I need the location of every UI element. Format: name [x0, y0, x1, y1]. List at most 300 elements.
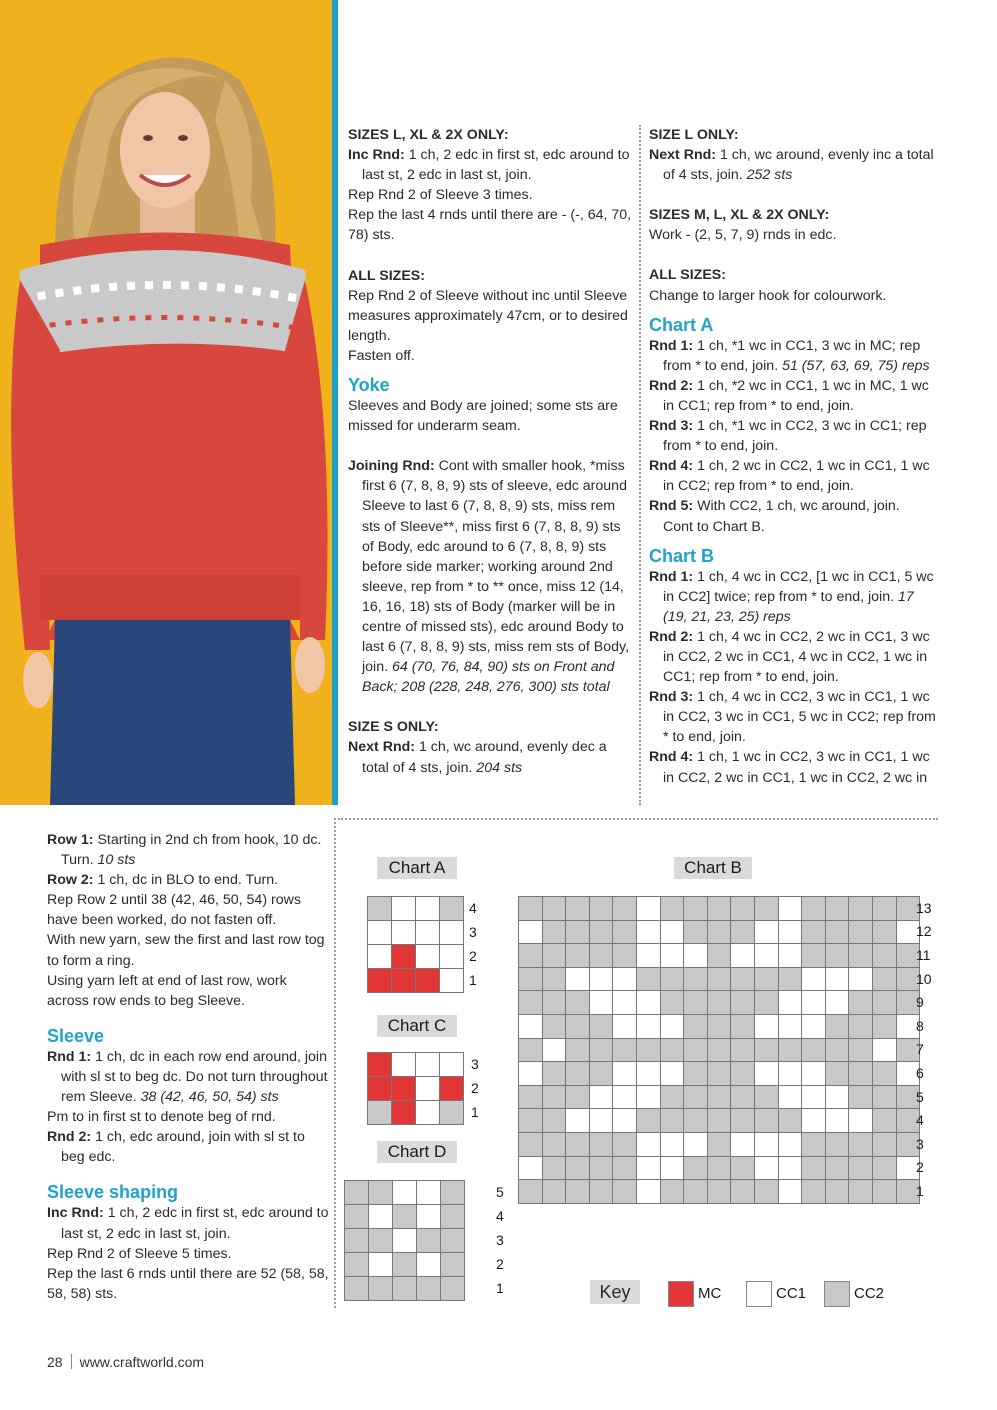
chart-cell-cc2 [708, 1039, 731, 1062]
chart-cell-cc2 [708, 1133, 731, 1156]
chart-cell-cc2 [543, 1109, 566, 1132]
chart-cell-cc2 [755, 968, 778, 991]
chart-row-number: 8 [916, 1017, 924, 1034]
rnd-label: Rnd 1: [649, 568, 694, 585]
chart-cell-cc2 [731, 968, 754, 991]
chart-row-number: 10 [916, 970, 932, 987]
chart-cell-cc1 [637, 1086, 660, 1109]
chart-cell-cc2 [543, 1133, 566, 1156]
chart-cell-cc2 [661, 897, 684, 920]
chart-b-grid [518, 896, 920, 1204]
chart-cell-cc1 [661, 1015, 684, 1038]
column-divider [639, 125, 641, 805]
chart-cell-cc1 [566, 1109, 589, 1132]
chart-cell-cc1 [519, 1062, 542, 1085]
chart-cell-cc1 [637, 1157, 660, 1180]
chart-cell-cc2 [849, 991, 872, 1014]
chart-b-rnd4 [649, 747, 939, 787]
chart-cell-cc2 [566, 1086, 589, 1109]
chart-cell-cc1 [755, 1062, 778, 1085]
sleeve-shaping-heading: Sleeve shaping [47, 1182, 179, 1203]
chart-cell-cc2 [684, 921, 707, 944]
chart-cell-cc1 [369, 1205, 392, 1228]
chart-cell-cc2 [393, 1253, 416, 1276]
chart-row-number: 3 [916, 1135, 924, 1152]
model-illustration [0, 0, 338, 805]
chart-cell-cc2 [684, 991, 707, 1014]
chart-cell-cc2 [566, 991, 589, 1014]
chart-cell-cc2 [613, 1039, 636, 1062]
joining-rnd-count: 64 (70, 76, 84, 90) sts on Front and Back; 208 (228, 248, 276, 300) sts total [362, 659, 615, 696]
rnd-count: 17 (19, 21, 23, 25) reps [663, 588, 914, 625]
chart-cell-cc2 [613, 1157, 636, 1180]
chart-b-rnd3 [649, 687, 939, 747]
chart-a-rnd1 [649, 336, 939, 376]
chart-cell-cc2 [590, 1039, 613, 1062]
chart-cell-cc1 [417, 1181, 440, 1204]
sizes-m-para: Work - (2, 5, 7, 9) rnds in edc. [649, 227, 837, 244]
rep-last4-para: Rep the last 4 rnds until there are - (-, 64, 70, 78) sts. [348, 207, 632, 244]
row-text: Starting in 2nd ch from hook, 10 dc. Turn. [61, 832, 322, 869]
chart-cell-cc2 [543, 1015, 566, 1038]
chart-cell-cc2 [543, 1086, 566, 1109]
chart-cell-cc1 [802, 1109, 825, 1132]
chart-cell-cc1 [802, 968, 825, 991]
chart-cell-mc [416, 969, 439, 992]
chart-cell-mc [392, 945, 415, 968]
chart-cell-cc1 [392, 1053, 415, 1076]
chart-a-label: Chart A [377, 857, 457, 879]
chart-cell-cc1 [613, 1109, 636, 1132]
chart-cell-cc2 [873, 897, 896, 920]
chart-cell-cc2 [441, 1181, 464, 1204]
chart-cell-cc1 [779, 1086, 802, 1109]
chart-cell-cc2 [755, 1086, 778, 1109]
chart-cell-cc1 [779, 1062, 802, 1085]
chart-cell-cc2 [543, 968, 566, 991]
chart-cell-cc2 [826, 1015, 849, 1038]
chart-cell-cc2 [849, 1039, 872, 1062]
model-photo [0, 0, 338, 805]
chart-d-label: Chart D [377, 1141, 457, 1163]
chart-row-number: 9 [916, 994, 924, 1011]
chart-cell-cc2 [873, 1015, 896, 1038]
chart-cell-cc2 [661, 991, 684, 1014]
chart-cell-cc1 [849, 1109, 872, 1132]
chart-cell-cc1 [873, 1039, 896, 1062]
chart-cell-cc2 [519, 944, 542, 967]
chart-cell-cc2 [637, 968, 660, 991]
chart-cell-cc2 [369, 1277, 392, 1300]
chart-cell-cc1 [590, 991, 613, 1014]
next-rnd-para [348, 737, 633, 777]
chart-cell-cc2 [731, 1039, 754, 1062]
chart-cell-cc2 [802, 1039, 825, 1062]
page-number: 28 [47, 1354, 63, 1370]
chart-cell-cc1 [613, 991, 636, 1014]
chart-cell-cc1 [417, 1205, 440, 1228]
chart-cell-cc1 [416, 921, 439, 944]
chart-row-number: 2 [916, 1159, 924, 1176]
footer-url[interactable]: www.craftworld.com [79, 1354, 205, 1370]
chart-cell-cc2 [345, 1181, 368, 1204]
chart-cell-cc2 [708, 897, 731, 920]
chart-b-rnd2 [649, 627, 939, 687]
chart-cell-cc1 [779, 1015, 802, 1038]
chart-cell-cc1 [440, 921, 463, 944]
chart-cell-cc1 [802, 1015, 825, 1038]
chart-cell-cc1 [566, 968, 589, 991]
chart-cell-cc2 [802, 897, 825, 920]
key-mc-swatch [668, 1281, 694, 1307]
chart-cell-cc2 [417, 1229, 440, 1252]
chart-cell-cc2 [566, 1157, 589, 1180]
row2-para [47, 870, 329, 890]
chart-cell-cc1 [637, 944, 660, 967]
rnd-label: Rnd 1: [649, 337, 694, 354]
chart-cell-cc2 [708, 991, 731, 1014]
chart-cell-cc2 [590, 921, 613, 944]
chart-cell-cc1 [590, 1109, 613, 1132]
chart-cell-cc1 [779, 1157, 802, 1180]
chart-cell-cc2 [779, 1039, 802, 1062]
size-l-next-label: Next Rnd: [649, 147, 716, 164]
chart-cell-cc2 [731, 921, 754, 944]
chart-cell-cc2 [566, 897, 589, 920]
chart-cell-cc1 [779, 991, 802, 1014]
chart-cell-cc2 [684, 1015, 707, 1038]
chart-cell-cc1 [802, 1086, 825, 1109]
chart-row-number: 4 [496, 1208, 504, 1224]
chart-cell-cc2 [441, 1205, 464, 1228]
chart-cell-cc1 [519, 1157, 542, 1180]
chart-cell-cc1 [613, 1015, 636, 1038]
chart-c-grid [367, 1052, 464, 1125]
chart-cell-cc2 [755, 897, 778, 920]
chart-cell-cc2 [637, 1109, 660, 1132]
chart-cell-mc [392, 1101, 415, 1124]
chart-row-number: 5 [496, 1184, 504, 1200]
sleeve-heading: Sleeve [47, 1025, 105, 1046]
chart-cell-cc2 [519, 1180, 542, 1203]
size-l-next-count: 252 sts [746, 167, 793, 184]
chart-cell-cc2 [779, 1109, 802, 1132]
chart-cell-cc2 [708, 1109, 731, 1132]
rnd-label: Rnd 1: [47, 1048, 92, 1065]
chart-row-number: 1 [496, 1280, 504, 1296]
chart-cell-cc1 [613, 968, 636, 991]
chart-cell-cc2 [613, 944, 636, 967]
rnd-label: Rnd 4: [649, 749, 694, 766]
chart-cell-cc1 [779, 921, 802, 944]
all-sizes-para-right: Change to larger hook for colourwork. [649, 287, 887, 304]
chart-cell-cc2 [731, 991, 754, 1014]
chart-cell-cc2 [826, 897, 849, 920]
chart-cell-cc2 [708, 1015, 731, 1038]
chart-cell-cc2 [590, 897, 613, 920]
rnd-label: Rnd 2: [649, 628, 694, 645]
chart-c-label: Chart C [377, 1015, 457, 1037]
chart-cell-cc2 [873, 1157, 896, 1180]
chart-cell-cc2 [684, 1109, 707, 1132]
chart-cell-cc2 [368, 897, 391, 920]
chart-cell-cc1 [779, 944, 802, 967]
chart-cell-cc2 [873, 1180, 896, 1203]
chart-cell-cc1 [440, 969, 463, 992]
chart-cell-cc2 [731, 1086, 754, 1109]
chart-cell-cc2 [369, 1181, 392, 1204]
rnd-text: 1 ch, edc around, join with sl st to beg edc. [61, 1129, 305, 1166]
chart-cell-cc1 [519, 1015, 542, 1038]
photo-edge-strip [332, 0, 338, 805]
rep-row2-para: Rep Row 2 until 38 (42, 46, 50, 54) rows have been worked, do not fasten off. [47, 892, 301, 929]
chart-cell-cc2 [590, 1062, 613, 1085]
chart-cell-cc2 [802, 944, 825, 967]
rnd-text: With CC2, 1 ch, wc around, join. [693, 498, 900, 515]
size-l-next-para [649, 145, 939, 185]
left-column-divider [334, 818, 336, 1308]
chart-cell-mc [368, 1077, 391, 1100]
sleeve-rnd1 [47, 1047, 329, 1107]
key-title: Key [590, 1280, 640, 1304]
chart-cell-cc1 [661, 944, 684, 967]
chart-cell-cc2 [519, 1086, 542, 1109]
chart-cell-cc2 [755, 1180, 778, 1203]
chart-cell-cc2 [543, 944, 566, 967]
chart-cell-cc2 [590, 944, 613, 967]
chart-cell-cc2 [684, 1157, 707, 1180]
chart-cell-cc2 [849, 1157, 872, 1180]
chart-a-rnd3 [649, 416, 939, 456]
column-left [47, 830, 329, 1304]
chart-cell-cc2 [708, 921, 731, 944]
chart-cell-cc1 [416, 1053, 439, 1076]
chart-cell-cc2 [684, 1062, 707, 1085]
chart-row-number: 2 [496, 1256, 504, 1272]
next-rnd-count: 204 sts [476, 759, 523, 776]
chart-cell-cc2 [849, 1062, 872, 1085]
key-cc1-label: CC1 [776, 1285, 807, 1302]
chart-cell-cc2 [684, 968, 707, 991]
chart-cell-cc2 [661, 1180, 684, 1203]
chart-cell-cc1 [393, 1181, 416, 1204]
chart-cell-cc2 [345, 1205, 368, 1228]
rnd-label: Inc Rnd: [47, 1205, 104, 1222]
chart-cell-cc1 [755, 921, 778, 944]
key-cc2-swatch [824, 1281, 850, 1307]
row-count: 10 sts [97, 852, 136, 869]
chart-cell-cc1 [440, 945, 463, 968]
chart-cell-cc1 [779, 1133, 802, 1156]
chart-row-number: 6 [916, 1065, 924, 1081]
rnd-text: 1 ch, *1 wc in CC2, 3 wc in CC1; rep from * to end, join. [663, 418, 927, 455]
chart-cell-cc2 [755, 1039, 778, 1062]
chart-row-number: 1 [471, 1104, 479, 1120]
chart-cell-mc [392, 1077, 415, 1100]
chart-cell-cc2 [441, 1253, 464, 1276]
chart-cell-cc2 [755, 991, 778, 1014]
chart-cell-cc2 [873, 968, 896, 991]
chart-cell-cc1 [440, 1053, 463, 1076]
rnd-text: 1 ch, 4 wc in CC2, [1 wc in CC1, 5 wc in CC2] twice; rep from * to end, join. [663, 568, 934, 605]
next-rnd-label: Next Rnd: [348, 739, 415, 756]
chart-cell-cc2 [708, 1062, 731, 1085]
chart-cell-cc2 [826, 1062, 849, 1085]
rnd-label: Rnd 3: [649, 418, 694, 435]
chart-cell-cc1 [369, 1253, 392, 1276]
joining-rnd-text: Cont with smaller hook, *miss first 6 (7, 8, 8, 9) sts of sleeve, edc around Sleeve to last 6 (7, 8, 8, 9) sts, miss rem sts of Sleeve**, miss first 6 (7, 8, 8, 9) sts of Body, edc around to 6 (7, 8, 8, 9) sts before side marker; working around 2nd sleeve, rep from * to ** once, miss 12 (14, 16, 16, 18) sts of Body (marker will be in centre of missed sts), edc around Body to last 6 (7, 8, 8, 9) sts, miss rem sts of Body, join. [362, 458, 630, 676]
chart-cell-cc1 [637, 921, 660, 944]
inc-rnd-label: Inc Rnd: [348, 147, 405, 164]
chart-cell-cc2 [345, 1229, 368, 1252]
chart-cell-cc1 [637, 1133, 660, 1156]
chart-b-rnd1 [649, 567, 939, 627]
next-rnd-text: 1 ch, wc around, evenly dec a total of 4 sts, join. [362, 739, 607, 776]
chart-cell-cc1 [416, 897, 439, 920]
chart-cell-cc2 [543, 897, 566, 920]
chart-cell-cc1 [637, 1180, 660, 1203]
rnd-text: 1 ch, 4 wc in CC2, 3 wc in CC1, 1 wc in CC2, 3 wc in CC1, 5 wc in CC2; rep from * to end, join. [663, 689, 936, 746]
chart-a-rnd2 [649, 376, 939, 416]
chart-cell-cc2 [802, 1133, 825, 1156]
rep-rnd2-para: Rep Rnd 2 of Sleeve 3 times. [348, 187, 533, 204]
chart-cell-cc2 [849, 1086, 872, 1109]
chart-cell-cc2 [849, 1133, 872, 1156]
chart-cell-cc1 [368, 945, 391, 968]
chart-cell-cc1 [519, 921, 542, 944]
chart-cell-cc1 [755, 1015, 778, 1038]
chart-cell-cc1 [637, 1062, 660, 1085]
chart-cell-cc1 [684, 944, 707, 967]
sew-para: With new yarn, sew the first and last row tog to form a ring. [47, 932, 325, 969]
chart-cell-cc2 [731, 1180, 754, 1203]
chart-cell-cc1 [661, 1133, 684, 1156]
all-sizes-para: Rep Rnd 2 of Sleeve without inc until Sleeve measures approximately 47cm, or to desired length. [348, 287, 628, 344]
chart-cell-cc2 [393, 1205, 416, 1228]
chart-cell-cc2 [613, 921, 636, 944]
chart-cell-cc1 [416, 1101, 439, 1124]
rnd-label: Rnd 2: [649, 377, 694, 394]
shaping-inc-rnd [47, 1203, 329, 1243]
chart-d-grid [344, 1180, 465, 1301]
inc-rnd-text: 1 ch, 2 edc in first st, edc around to last st, 2 edc in last st, join. [362, 147, 630, 184]
size-l-next-text: 1 ch, wc around, evenly inc a total of 4 sts, join. [663, 147, 934, 184]
chart-cell-cc2 [590, 1133, 613, 1156]
chart-cell-cc2 [731, 897, 754, 920]
chart-cell-cc2 [708, 1086, 731, 1109]
chart-cell-cc1 [826, 1086, 849, 1109]
sleeve-rnd2 [47, 1127, 329, 1167]
all-sizes-heading-right: ALL SIZES: [649, 267, 726, 284]
size-l-heading: SIZE L ONLY: [649, 127, 739, 143]
key-cc2-label: CC2 [854, 1285, 885, 1302]
chart-cell-cc2 [802, 921, 825, 944]
joining-rnd-label: Joining Rnd: [348, 458, 435, 475]
chart-cell-cc2 [345, 1253, 368, 1276]
chart-cell-cc2 [590, 1157, 613, 1180]
chart-cell-cc2 [849, 1015, 872, 1038]
chart-cell-cc2 [826, 1157, 849, 1180]
chart-cell-cc2 [590, 1015, 613, 1038]
chart-cell-cc2 [708, 1157, 731, 1180]
chart-row-number: 4 [916, 1112, 924, 1129]
chart-cell-cc2 [369, 1229, 392, 1252]
chart-cell-cc1 [755, 944, 778, 967]
rnd-text: 1 ch, 2 wc in CC2, 1 wc in CC1, 1 wc in CC2; rep from * to end, join. [663, 458, 930, 495]
chart-row-number: 3 [469, 924, 477, 940]
chart-cell-cc2 [566, 1133, 589, 1156]
chart-cell-cc2 [873, 1133, 896, 1156]
chart-cell-cc1 [661, 1157, 684, 1180]
chart-cell-cc1 [779, 1180, 802, 1203]
chart-cell-cc2 [543, 1062, 566, 1085]
key-mc-label: MC [698, 1285, 722, 1302]
chart-cell-cc2 [802, 1180, 825, 1203]
rnd-label: Rnd 4: [649, 458, 694, 475]
chart-cell-cc2 [566, 1015, 589, 1038]
chart-cell-cc2 [684, 897, 707, 920]
using-para: Using yarn left at end of last row, work across row ends to beg Sleeve. [47, 972, 287, 1009]
chart-cell-cc2 [440, 897, 463, 920]
pm-para: Pm to in first st to denote beg of rnd. [47, 1109, 276, 1126]
yoke-para: Sleeves and Body are joined; some sts are missed for underarm seam. [348, 398, 618, 435]
chart-row-number: 5 [916, 1088, 924, 1105]
chart-cell-cc1 [684, 1133, 707, 1156]
chart-cell-cc2 [441, 1277, 464, 1300]
chart-cell-cc1 [826, 1109, 849, 1132]
chart-cell-cc2 [519, 1039, 542, 1062]
key-cc1-swatch [746, 1281, 772, 1307]
chart-row-number: 12 [916, 923, 932, 940]
chart-cell-cc2 [613, 1133, 636, 1156]
chart-cell-cc2 [417, 1277, 440, 1300]
chart-cell-cc1 [826, 991, 849, 1014]
chart-cell-mc [440, 1077, 463, 1100]
chart-cell-cc2 [345, 1277, 368, 1300]
chart-a-heading: Chart A [649, 314, 714, 335]
chart-row-number: 1 [469, 972, 477, 988]
chart-cell-cc2 [731, 1062, 754, 1085]
chart-cell-cc2 [779, 968, 802, 991]
chart-cell-cc2 [543, 1157, 566, 1180]
rnd-text: 1 ch, 2 edc in first st, edc around to last st, 2 edc in last st, join. [61, 1205, 329, 1242]
chart-cell-mc [368, 969, 391, 992]
joining-rnd-para [348, 456, 633, 697]
chart-cell-mc [392, 969, 415, 992]
chart-cell-cc2 [873, 991, 896, 1014]
chart-a-grid [367, 896, 464, 993]
chart-cell-cc2 [849, 897, 872, 920]
chart-cell-cc2 [684, 1086, 707, 1109]
chart-cell-cc2 [873, 921, 896, 944]
shaping-rep-last6: Rep the last 6 rnds until there are 52 (58, 58, 58, 58) sts. [47, 1265, 329, 1302]
chart-cell-cc2 [708, 1180, 731, 1203]
chart-cell-cc2 [755, 1109, 778, 1132]
chart-cell-cc2 [731, 1015, 754, 1038]
chart-cell-cc2 [519, 991, 542, 1014]
chart-cell-cc2 [661, 968, 684, 991]
row-label: Row 2: [47, 872, 94, 889]
chart-cell-cc2 [873, 1109, 896, 1132]
chart-cell-cc2 [684, 1039, 707, 1062]
chart-cell-cc2 [826, 1180, 849, 1203]
size-s-heading: SIZE S ONLY: [348, 719, 439, 736]
chart-cell-cc1 [755, 1157, 778, 1180]
chart-cell-cc2 [566, 1180, 589, 1203]
chart-cell-cc1 [590, 1086, 613, 1109]
chart-cell-cc2 [519, 1109, 542, 1132]
chart-cell-cc2 [519, 968, 542, 991]
